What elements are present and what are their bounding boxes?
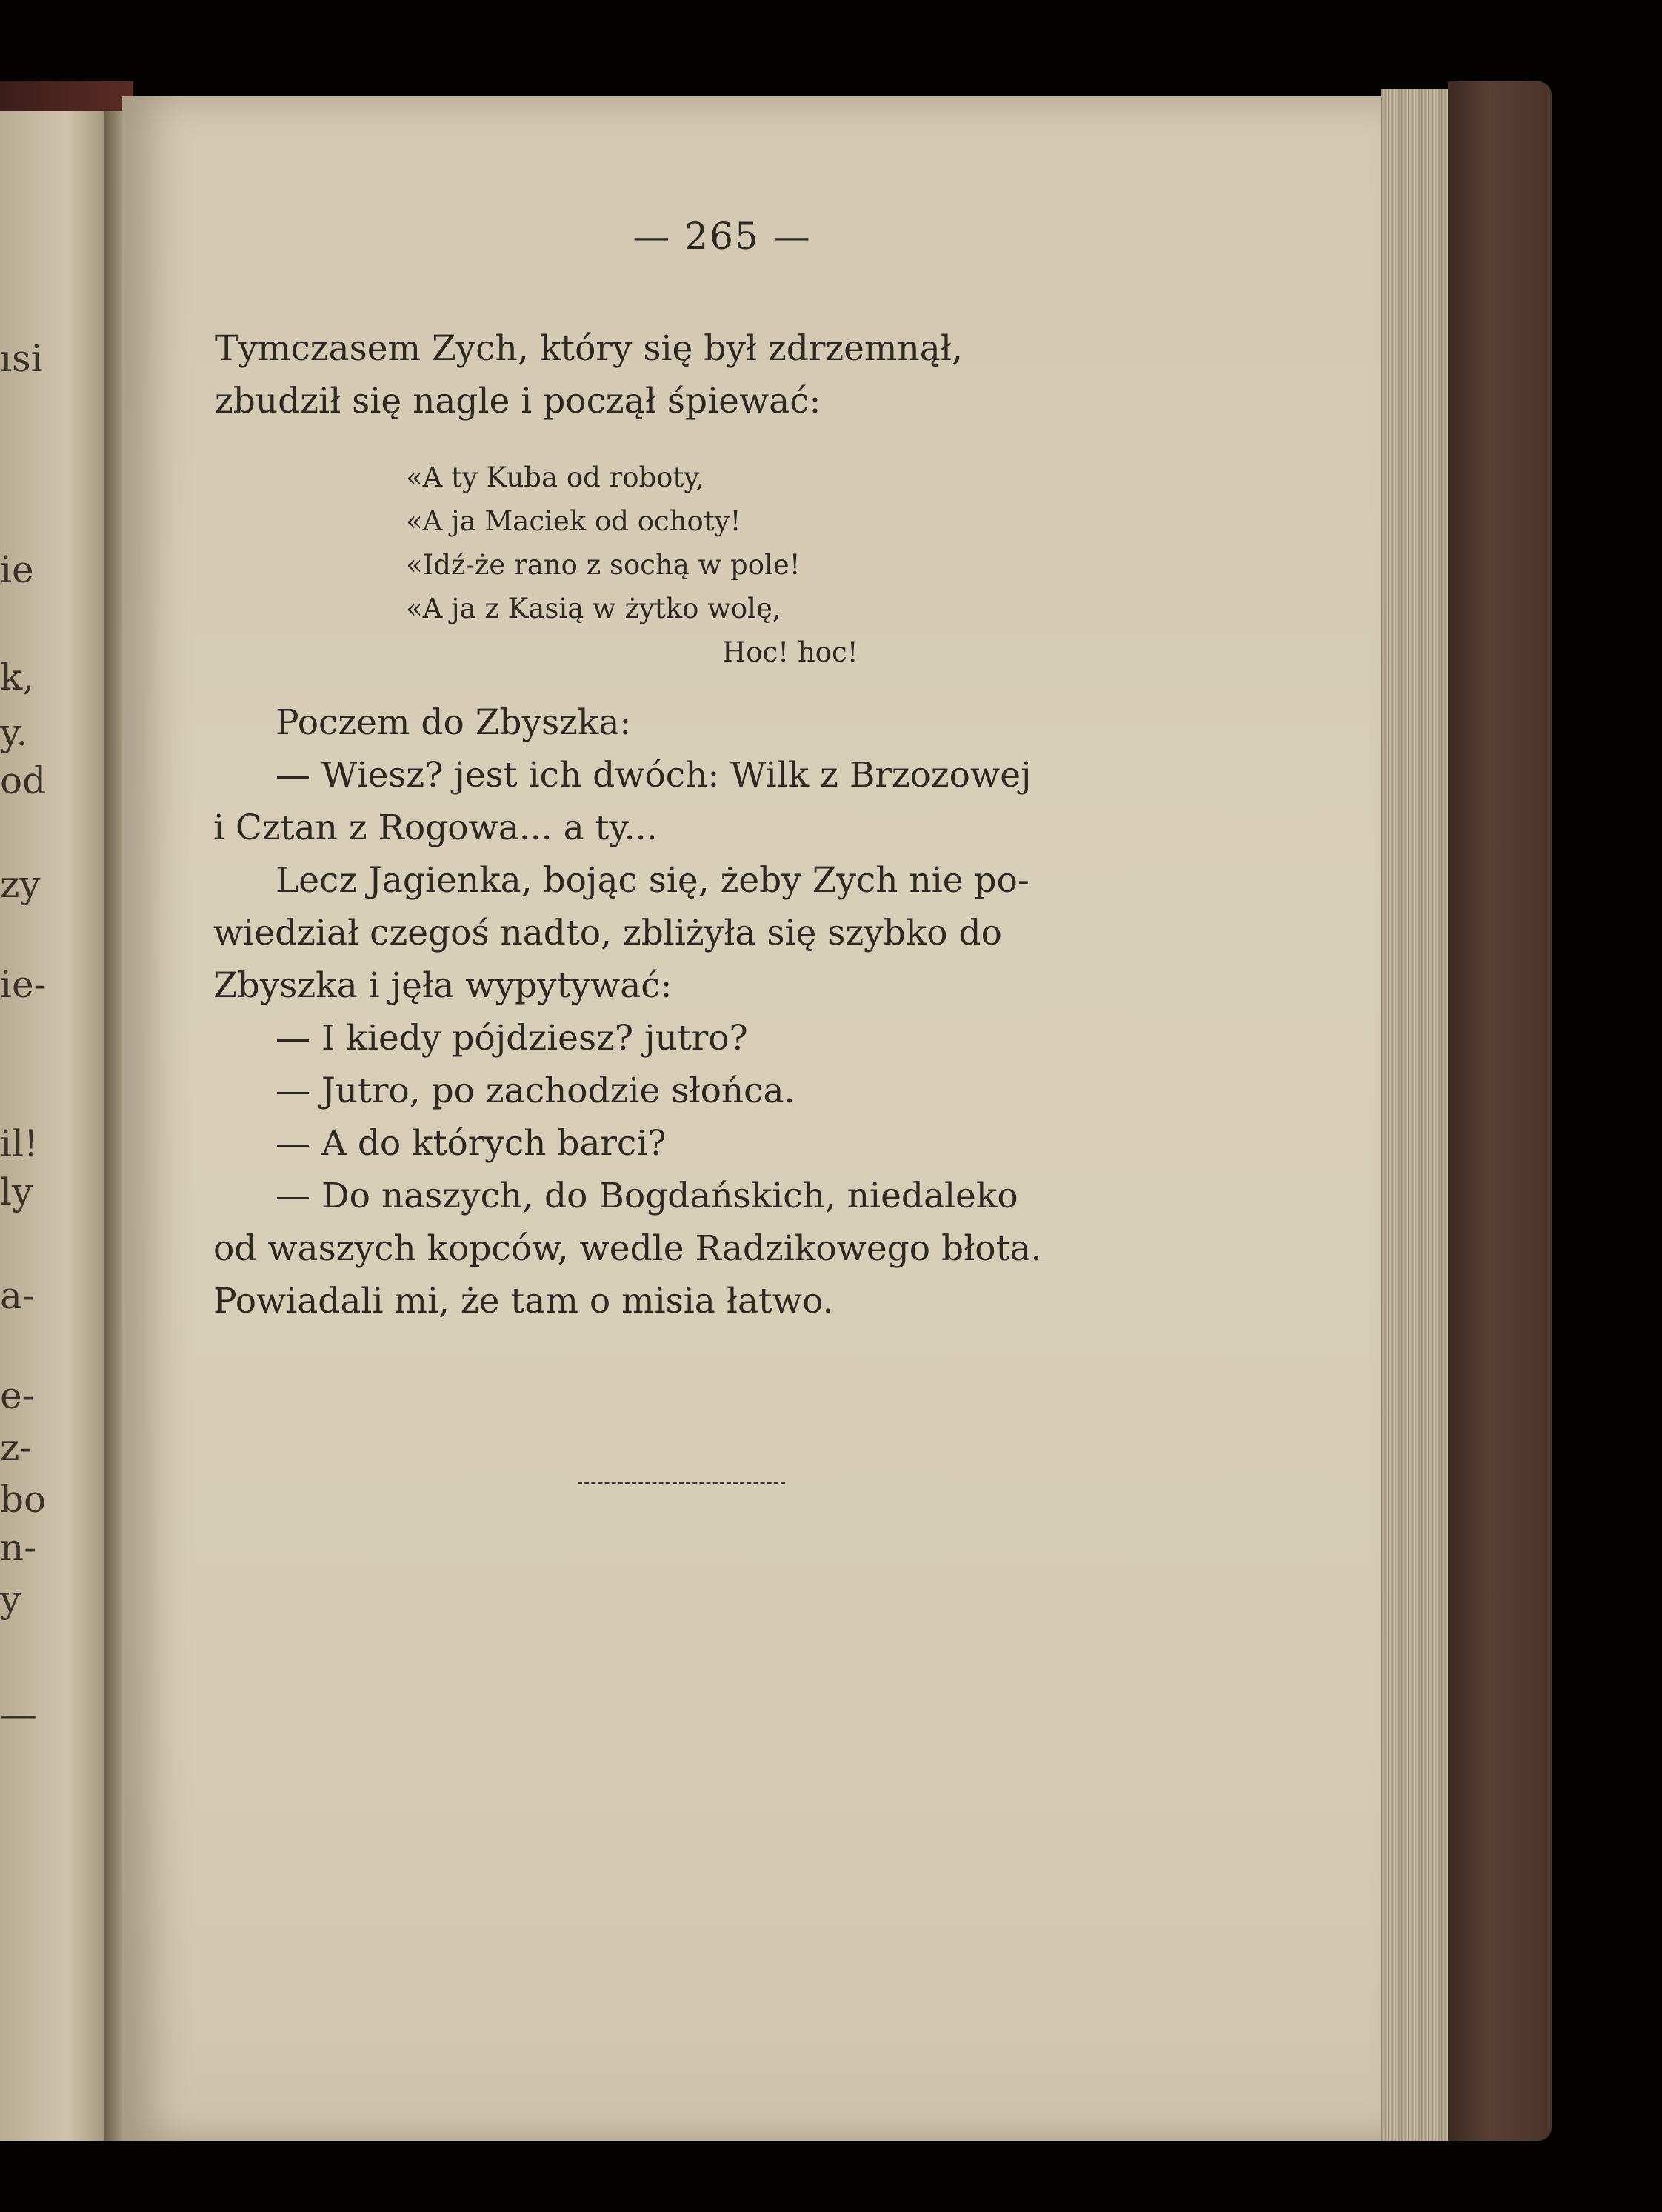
left-fragment: ie [0, 548, 34, 591]
left-fragment: ie- [0, 963, 47, 1006]
left-fragment: ısi [0, 337, 43, 380]
previous-page-edge [0, 111, 111, 2141]
poem-line: «A ja z Kasią w żytko wolę, [406, 593, 781, 624]
left-fragment: e- [0, 1374, 35, 1417]
left-fragment: il! [0, 1122, 39, 1165]
left-fragment: k, [0, 656, 35, 699]
left-fragment: ly [0, 1170, 33, 1213]
text-line: Poczem do Zbyszka: [276, 702, 632, 743]
text-line: zbudził się nagle i począł śpiewać: [215, 381, 821, 422]
book-cover-right [1448, 81, 1552, 2141]
text-line: Zbyszka i jęła wypytywać: [213, 965, 673, 1006]
section-end-rule [578, 1482, 785, 1484]
text-line: — Do naszych, do Bogdańskich, niedaleko [276, 1176, 1018, 1216]
text-line: — Jutro, po zachodzie słońca. [276, 1070, 795, 1111]
poem-line: Hoc! hoc! [722, 636, 858, 668]
left-fragment: zy [0, 863, 41, 906]
poem-line: «A ty Kuba od roboty, [406, 462, 705, 493]
left-fragment: y [0, 1578, 21, 1621]
left-fragment: od [0, 759, 47, 802]
left-fragment: a- [0, 1274, 35, 1317]
text-line: — I kiedy pójdziesz? jutro? [276, 1018, 748, 1059]
left-fragment: n- [0, 1526, 37, 1569]
book-cover-corner [0, 81, 133, 115]
page-number: — 265 — [633, 215, 812, 258]
text-line: Lecz Jagienka, bojąc się, żeby Zych nie po- [276, 860, 1029, 901]
text-line: — Wiesz? jest ich dwóch: Wilk z Brzozowej [276, 755, 1032, 796]
poem-line: «A ja Maciek od ochoty! [406, 505, 741, 537]
left-fragment: y. [0, 711, 28, 754]
text-line: wiedział czegoś nadto, zbliżyła się szybko do [213, 913, 1002, 953]
text-line: od waszych kopców, wedle Radzikowego błota. [213, 1228, 1042, 1269]
left-fragment: — [0, 1693, 37, 1736]
text-line: Powiadali mi, że tam o misia łatwo. [213, 1281, 834, 1322]
left-fragment: bo [0, 1478, 47, 1521]
text-line: Tymczasem Zych, który się był zdrzemnął, [215, 328, 963, 369]
page-stack-edge [1381, 89, 1448, 2141]
text-line: — A do których barci? [276, 1123, 667, 1164]
text-line: i Cztan z Rogowa... a ty... [213, 807, 658, 848]
left-fragment: z- [0, 1426, 33, 1469]
poem-line: «Idź-że rano z sochą w pole! [406, 549, 801, 581]
